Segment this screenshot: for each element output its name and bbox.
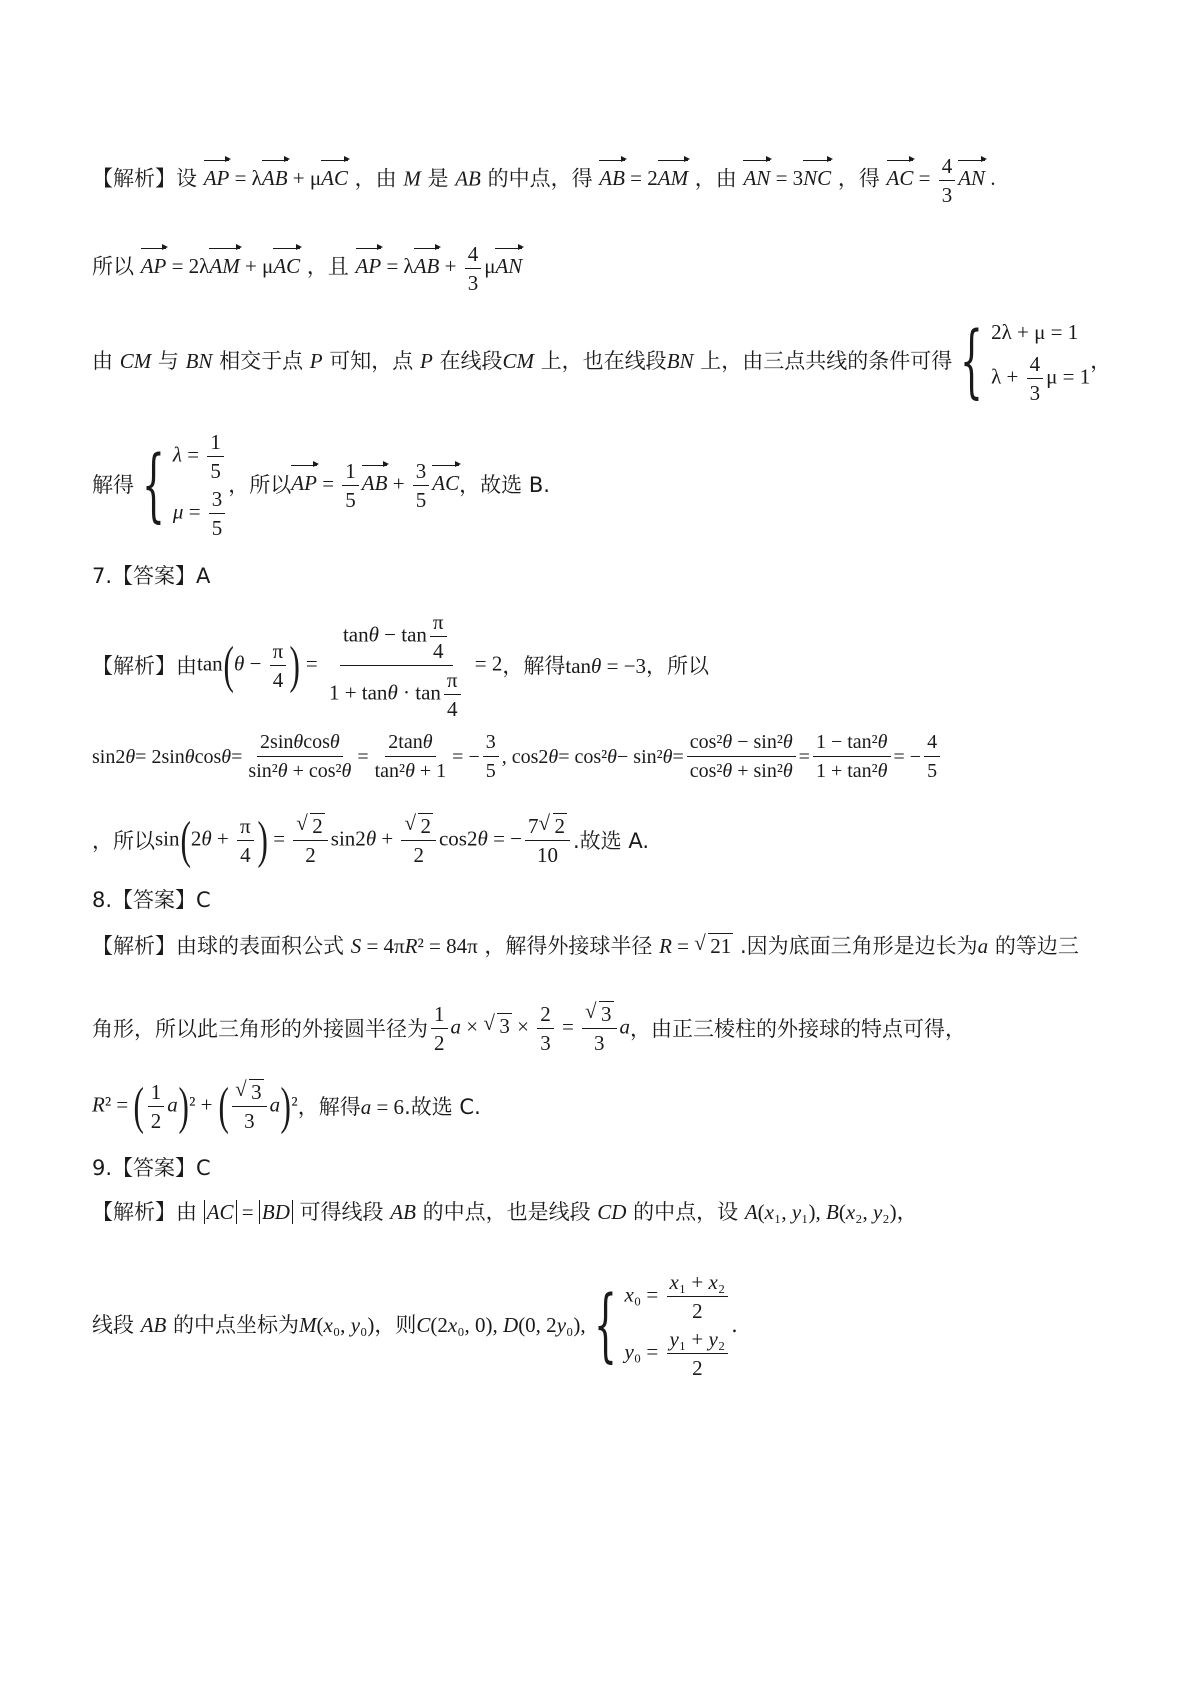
brace: {: [960, 313, 984, 407]
text: 所以: [92, 254, 134, 279]
text: 在线段: [439, 348, 503, 373]
formula: A(x₁, y₁), B(x₂, y₂)，: [744, 1200, 918, 1224]
formula: tan(θ − $\frac{\pi}{4}$ ) = tanθ − tan $\frac{\pi}{4}$ 1 + tanθ · tan $\frac{\pi}{4}$ = 2: [197, 610, 503, 721]
text: 线段: [92, 1313, 134, 1337]
text: 的中点坐标为: [173, 1313, 300, 1337]
formula: M(x₀, y₀): [299, 1313, 375, 1337]
analysis-text: 【解析】设: [92, 166, 197, 191]
text: ，所以: [228, 473, 292, 497]
text: .故选 C.: [404, 1094, 481, 1119]
text: 角形，所以此三角形的外接圆半径为: [92, 1016, 428, 1041]
text: ，由: [694, 166, 737, 191]
text: 与: [157, 348, 179, 373]
q6-line-4: [92, 428, 1140, 542]
text: ，则: [374, 1313, 417, 1337]
formula: AP = λAB + μAC: [204, 166, 348, 190]
formula: sin(2θ + $\frac{\pi}{4}$ ) = √ $\frac{2}{2}$ sin2θ + √ $\frac{2}{2}$ cos2θ = − $\frac{7√ 2}{10}$: [155, 812, 573, 869]
brace: {: [593, 1278, 617, 1371]
equation-system: λ = $\frac{1}{5}$ μ = $\frac{3}{5}$: [173, 428, 228, 542]
text: .因为底面三角形是边长为: [739, 934, 978, 958]
text: .故选 A.: [573, 828, 650, 853]
text: 的中点，也是线段: [422, 1200, 591, 1224]
q8-line-1: 【解析】由球的表面积公式 S = 4πR² = 84π ，解得外接球半径 R = √ 21 .因为底面三角形是边长为a 的等边三: [92, 932, 1140, 960]
text: ，所以: [646, 653, 710, 678]
formula: AB = 2AM: [599, 166, 688, 190]
q8-line-3: [92, 1078, 1140, 1135]
equation-system: 2λ + μ = 1 λ + $\frac{4}{3}$ μ = 1: [991, 320, 1091, 405]
q7-line-1: [92, 608, 1140, 723]
q9-line-2: 线段 AB 的中点坐标为 M(x₀, y₀) ，则 C(2x₀, 0), D(0, 2y₀), { x₀ = $\frac{\text{x₁ + x₂}}{2}$ y₀ = $\frac{\text{y₁ + y₂}}{2}$ .: [92, 1270, 738, 1380]
q6-line-2: [92, 240, 1140, 297]
brace: {: [141, 438, 165, 531]
q9-answer: 9.【答案】C: [92, 1156, 211, 1180]
text: 的等边三: [994, 934, 1079, 958]
text: 【解析】由球的表面积公式: [92, 934, 344, 958]
text: 的中点，得: [487, 166, 593, 191]
q6-line-3: 由 CM 与 BN 相交于点 P 可知，点 P 在线段 CM 上，也在线段 BN 上，由三点共线的条件可得 { 2λ + μ = 1 λ + $\frac{4}{3}$ μ = 1 ，: [92, 313, 1112, 407]
formula: AP = 2λAM + μAC: [141, 254, 300, 278]
text: ，故选 B.: [459, 473, 550, 497]
q7-line-2: sin2 θ = 2sin θ cos θ = $\frac{2\sin\theta\cos\theta}{\text{sin²θ + cos²θ}}$ = $\frac{2\tan\theta}{\text{tan²θ + 1}}$ = − $\frac{3}{5}$ , cos2 θ = cos² θ − sin² θ = $\frac{\text{cos²θ − sin²θ}}{\text{cos²θ + sin²θ}}$ = $\frac{\text{1 − tan²θ}}{\text{1 + tan²θ}}$ = − $\frac{4}{5}$: [92, 728, 1140, 785]
q7-line-3: [92, 812, 1140, 869]
q9-line-1: 【解析】由 AC = BD 可得线段 AB 的中点，也是线段 CD 的中点，设 A(x₁, y₁), B(x₂, y₂)，: [92, 1200, 918, 1224]
formula: AP = $\frac{1}{5}$ AB + $\frac{3}{5}$ AC: [291, 458, 460, 512]
text: ，由: [354, 166, 397, 191]
formula: C(2x₀, 0), D(0, 2y₀),: [416, 1313, 586, 1337]
formula: AC = $\frac{4}{3}$ AN .: [886, 154, 996, 207]
formula: $\frac{1}{2}$ a × √ 3 × $\frac{2}{3}$ = √ $\frac{3}{3}$ a: [428, 1000, 630, 1057]
text: 上，也在线段: [540, 348, 667, 373]
q6-line-1: 【解析】设 AP = λAB + μAC ，由 M 是 AB 的中点，得 AB = 2AM ，由 AN = 3NC ，得 AC = $\frac{4}{3}$ AN .: [92, 154, 996, 207]
text: ，且: [306, 254, 349, 279]
formula: AN = 3NC: [743, 166, 831, 190]
q8-line-2: [92, 1000, 1140, 1057]
formula: S = 4πR² = 84π: [350, 934, 478, 958]
text: ，由正三棱柱的外接球的特点可得，: [630, 1016, 967, 1041]
text: 是: [427, 166, 449, 191]
text: 上，由三点共线的条件可得: [700, 348, 953, 373]
text: 可知，点: [329, 348, 414, 373]
formula: a = 6: [360, 1094, 405, 1119]
equation-system: x₀ = $\frac{\text{x₁ + x₂}}{2}$ y₀ = $\frac{\text{y₁ + y₂}}{2}$: [625, 1268, 732, 1382]
text: ，所以: [92, 828, 155, 853]
formula: tanθ = −3: [565, 653, 647, 678]
formula: R² = ( $\frac{1}{2}$ a)² + ( √ $\frac{3}{3}$ a)²: [92, 1078, 298, 1135]
text: ，得: [837, 166, 880, 191]
q8-answer: 8.【答案】C: [92, 888, 211, 912]
text: 可得线段: [299, 1200, 384, 1224]
q7-answer: 7.【答案】A: [92, 564, 211, 588]
text: 解得: [92, 473, 134, 497]
text: ，解得: [297, 1094, 361, 1119]
text: ，解得外接球半径: [484, 934, 653, 958]
formula: R = √ 21: [659, 934, 733, 958]
text: 【解析】由: [92, 1200, 197, 1224]
text: 的中点，设: [633, 1200, 739, 1224]
text: 【解析】由: [92, 653, 197, 678]
formula: AP = λAB + $\frac{4}{3}$ μAN: [355, 242, 523, 295]
text: 由: [92, 348, 113, 373]
formula: AC = BD: [204, 1200, 293, 1224]
text: 相交于点: [219, 348, 304, 373]
text: ，解得: [502, 653, 566, 678]
